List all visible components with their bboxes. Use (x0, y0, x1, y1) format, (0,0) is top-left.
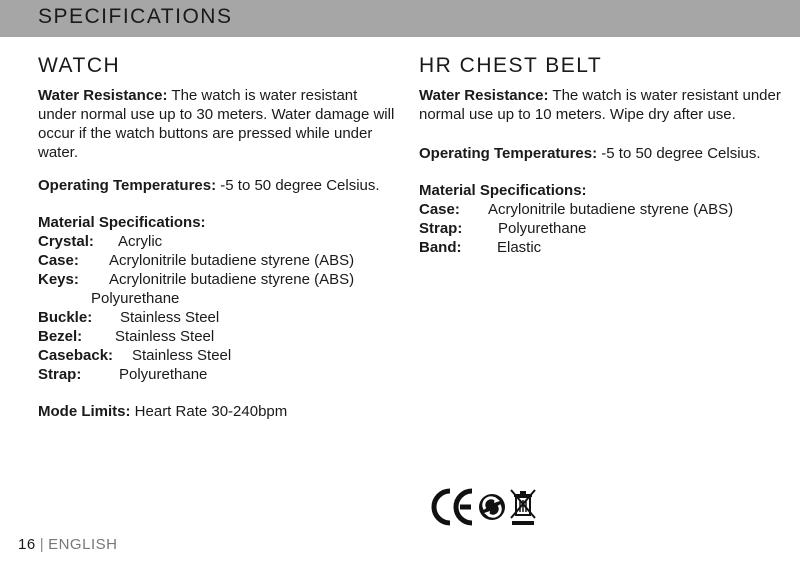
belt-section (419, 52, 789, 257)
material-value: Stainless Steel (132, 347, 232, 364)
material-key: Caseback: (38, 347, 114, 364)
material-value: Stainless Steel (115, 328, 215, 345)
watch-material-row (38, 308, 398, 327)
material-key: Case: (38, 252, 79, 269)
material-value: Polyurethane (498, 220, 587, 237)
material-key: Crystal: (38, 233, 94, 250)
material-key: Strap: (419, 220, 463, 237)
material-value: Acrylic (118, 233, 163, 250)
material-value: Elastic (497, 239, 542, 256)
recycle-icon (479, 494, 505, 520)
watch-water-resistance (38, 86, 398, 162)
weee-crossed-bin-icon (511, 490, 535, 525)
watch-material-heading: Material Specifications: (38, 214, 206, 231)
material-key: Buckle: (38, 309, 93, 326)
watch-water-label: Water Resistance: (38, 87, 168, 104)
material-value: Stainless Steel (120, 309, 220, 326)
material-value: Acrylonitrile butadiene styrene (ABS) (109, 271, 355, 288)
certification-marks (428, 486, 540, 533)
material-key: Keys: (38, 271, 79, 288)
mode-limits-label: Mode Limits: (38, 403, 131, 420)
material-key: Case: (419, 201, 460, 218)
material-key: Bezel: (38, 328, 83, 345)
material-key: Strap: (38, 366, 82, 383)
watch-temp-text: -5 to 50 degree Celsius. (220, 177, 380, 194)
footer-divider: | (39, 536, 45, 553)
watch-material-row (38, 289, 398, 308)
watch-mode-limits (38, 402, 398, 421)
belt-material-row (419, 238, 789, 257)
belt-material-row (419, 219, 789, 238)
page-title: SPECIFICATIONS (38, 5, 233, 28)
belt-operating-temp (419, 144, 789, 163)
watch-material-row (38, 327, 398, 346)
header-bar (0, 0, 800, 37)
material-key: Band: (419, 239, 462, 256)
belt-title: HR CHEST BELT (419, 54, 603, 77)
watch-material-row (38, 365, 398, 384)
material-value: Polyurethane (119, 366, 208, 383)
belt-material-row (419, 200, 789, 219)
belt-water-text: The watch is water resistant under normal use up to 10 meters. Wipe dry after use. (419, 87, 781, 123)
watch-title: WATCH (38, 54, 121, 77)
material-value: Acrylonitrile butadiene styrene (ABS) (488, 201, 734, 218)
watch-temp-label: Operating Temperatures: (38, 177, 217, 194)
watch-material-row (38, 232, 398, 251)
page-number: 16 (18, 536, 36, 553)
material-value: Acrylonitrile butadiene styrene (ABS) (109, 252, 355, 269)
watch-material-row (38, 346, 398, 365)
watch-material-row (38, 251, 398, 270)
belt-temp-label: Operating Temperatures: (419, 145, 598, 162)
page-footer (18, 536, 117, 553)
mode-limits-text: Heart Rate 30-240bpm (134, 403, 288, 420)
material-value: Polyurethane (91, 290, 180, 307)
footer-language: ENGLISH (48, 536, 118, 553)
belt-water-resistance (419, 86, 789, 124)
belt-water-label: Water Resistance: (419, 87, 549, 104)
watch-water-text: The watch is water resistant under normal use up to 30 meters. Water damage will occur if the watch buttons are pressed while under water. (38, 87, 395, 161)
watch-operating-temp (38, 176, 398, 195)
belt-temp-text: -5 to 50 degree Celsius. (601, 145, 761, 162)
belt-material-heading: Material Specifications: (419, 182, 587, 199)
ce-mark-icon (434, 491, 472, 523)
watch-material-row (38, 270, 398, 289)
watch-section (38, 52, 398, 421)
